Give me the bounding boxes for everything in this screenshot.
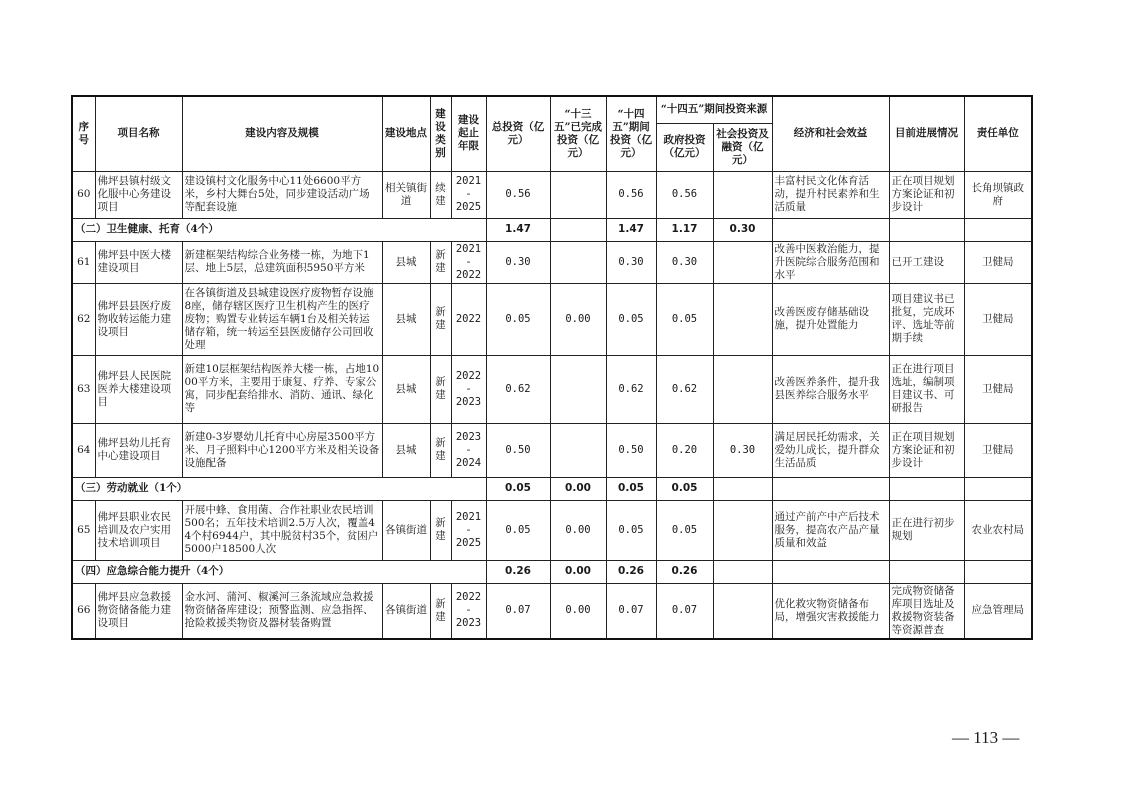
cell-social <box>713 477 772 500</box>
cell-social <box>713 355 772 423</box>
cell-progress: 已开工建设 <box>889 241 964 283</box>
cell-plan145: 0.50 <box>606 423 656 477</box>
cell-unit: 农业农村局 <box>964 500 1032 560</box>
cell-years <box>451 171 486 218</box>
cell-seq: 64 <box>72 423 95 477</box>
cell-total: 0.05 <box>486 477 550 500</box>
year-start: 2022- <box>455 369 482 395</box>
cell-gov: 0.07 <box>656 583 713 639</box>
cell-social <box>713 171 772 218</box>
cell-name: 佛坪县职业农民培训及农户实用技术培训项目 <box>95 500 182 560</box>
cell-gov: 0.05 <box>656 500 713 560</box>
cell-content: 建设镇村文化服务中心11处6600平方米，乡村大舞台5处，同步建设活动广场等配套设施 <box>182 171 382 218</box>
section-row <box>72 560 1032 583</box>
cell-social <box>713 241 772 283</box>
cell-plan145: 1.47 <box>606 218 656 241</box>
cell-unit: 卫健局 <box>964 355 1032 423</box>
cell-unit: 卫健局 <box>964 423 1032 477</box>
cell-total: 0.05 <box>486 283 550 355</box>
header-plan145: “十四五”期间投资（亿元） <box>606 96 656 171</box>
cell-name: 佛坪县人民医院医养大楼建设项目 <box>95 355 182 423</box>
cell-location: 各镇街道 <box>382 500 430 560</box>
cell-content: 开展中蜂、食用菌、合作社职业农民培训500名；五年技术培训2.5万人次，覆盖44个村6944户，其中脱贫村35个，贫困户5000户18500人次 <box>182 500 382 560</box>
year-start: 2023- <box>455 430 482 456</box>
section-label: （四）应急综合能力提升（4个） <box>72 560 486 583</box>
cell-total: 0.30 <box>486 241 550 283</box>
cell-content: 金水河、蒲河、椒溪河三条流域应急救援物资储备库建设；预警监测、应急指挥、抢险救援类物资及器材装备购置 <box>182 583 382 639</box>
cell-unit: 卫健局 <box>964 283 1032 355</box>
cell-total: 0.62 <box>486 355 550 423</box>
cell-gov: 0.05 <box>656 283 713 355</box>
cell-years <box>451 241 486 283</box>
cell-done135 <box>550 355 606 423</box>
header-done135: “十三五”已完成投资（亿元） <box>550 96 606 171</box>
year-start: 2022 <box>455 312 482 325</box>
year-start: 2021- <box>455 242 482 268</box>
header-unit: 责任单位 <box>964 96 1032 171</box>
header-social: 社会投资及融资（亿元） <box>713 123 772 171</box>
cell-years <box>451 355 486 423</box>
year-end: 2024 <box>455 456 482 469</box>
header-gov: 政府投资（亿元） <box>656 123 713 171</box>
year-end: 2025 <box>455 201 482 213</box>
cell-social: 0.30 <box>713 423 772 477</box>
cell-years <box>451 283 486 355</box>
cell-gov: 0.20 <box>656 423 713 477</box>
cell-social <box>713 500 772 560</box>
cell-seq: 63 <box>72 355 95 423</box>
cell-type: 新建 <box>430 500 451 560</box>
page-number: — 113 — <box>952 728 1020 747</box>
cell-gov: 1.17 <box>656 218 713 241</box>
cell-location: 各镇街道 <box>382 583 430 639</box>
cell-benefit: 改善医废存储基础设施，提升处置能力 <box>772 283 889 355</box>
cell-type: 新建 <box>430 241 451 283</box>
cell-gov: 0.26 <box>656 560 713 583</box>
year-start: 2021- <box>455 175 482 200</box>
cell-done135: 0.00 <box>550 283 606 355</box>
section-row <box>72 477 1032 500</box>
cell-progress: 正在进行项目选址，编制项目建议书、可研报告 <box>889 355 964 423</box>
cell-content: 在各镇街道及县城建设医疗废物暂存设施8座，储存辖区医疗卫生机构产生的医疗废物；购置专业转运车辆1台及相关转运储存箱，统一转运至县医废储存公司回收处理 <box>182 283 382 355</box>
cell-done135: 0.00 <box>550 477 606 500</box>
cell-location: 县城 <box>382 241 430 283</box>
cell-plan145: 0.05 <box>606 477 656 500</box>
year-end: 2023 <box>455 617 482 630</box>
table-row <box>72 283 1032 355</box>
cell-plan145: 0.26 <box>606 560 656 583</box>
section-label: （二）卫生健康、托育（4个） <box>72 218 486 241</box>
header-type: 建设类别 <box>430 96 451 171</box>
cell-progress: 正在项目规划方案论证和初步设计 <box>889 423 964 477</box>
table-row <box>72 583 1032 639</box>
cell-done135: 0.00 <box>550 583 606 639</box>
cell-done135 <box>550 423 606 477</box>
cell-location: 县城 <box>382 423 430 477</box>
cell-gov: 0.05 <box>656 477 713 500</box>
cell-gov: 0.30 <box>656 241 713 283</box>
cell-plan145: 0.07 <box>606 583 656 639</box>
cell-done135: 0.00 <box>550 560 606 583</box>
year-start: 2021- <box>455 510 482 536</box>
cell-benefit: 优化救灾物资储备布局，增强灾害救援能力 <box>772 583 889 639</box>
cell-years <box>451 423 486 477</box>
cell-unit: 卫健局 <box>964 241 1032 283</box>
table-row <box>72 355 1032 423</box>
cell-plan145: 0.62 <box>606 355 656 423</box>
cell-social <box>713 283 772 355</box>
cell-name: 佛坪县幼儿托育中心建设项目 <box>95 423 182 477</box>
cell-seq: 65 <box>72 500 95 560</box>
cell-progress: 正在项目规划方案论证和初步设计 <box>889 171 964 218</box>
cell-content: 新建10层框架结构医养大楼一栋，占地1000平方米，主要用于康复、疗养、专家公寓，同步配套给排水、消防、通讯、绿化等 <box>182 355 382 423</box>
header-total: 总投资（亿元） <box>486 96 550 171</box>
cell-total: 0.07 <box>486 583 550 639</box>
cell-type: 新建 <box>430 355 451 423</box>
year-end: 2025 <box>455 536 482 549</box>
cell-type: 新建 <box>430 283 451 355</box>
cell-type: 续建 <box>430 171 451 218</box>
cell-type: 新建 <box>430 583 451 639</box>
cell-benefit: 丰富村民文化体育活动，提升村民素养和生活质量 <box>772 171 889 218</box>
project-table <box>71 95 1033 640</box>
table-row <box>72 171 1032 218</box>
year-end: 2022 <box>455 268 482 281</box>
cell-benefit: 改善医养条件，提升我县医养综合服务水平 <box>772 355 889 423</box>
header-location: 建设地点 <box>382 96 430 171</box>
cell-gov: 0.56 <box>656 171 713 218</box>
cell-progress: 项目建议书已批复，完成环评、选址等前期手续 <box>889 283 964 355</box>
cell-total: 1.47 <box>486 218 550 241</box>
cell-done135 <box>550 241 606 283</box>
cell-location: 县城 <box>382 355 430 423</box>
cell-name: 佛坪县应急救援物资储备能力建设项目 <box>95 583 182 639</box>
cell-total: 0.56 <box>486 171 550 218</box>
cell-total: 0.26 <box>486 560 550 583</box>
cell-benefit: 通过产前产中产后技术服务，提高农产品产量质量和效益 <box>772 500 889 560</box>
header-source-group: “十四五”期间投资来源 <box>656 96 772 123</box>
cell-social: 0.30 <box>713 218 772 241</box>
header-progress: 目前进展情况 <box>889 96 964 171</box>
cell-benefit: 满足居民托幼需求，关爱幼儿成长，提升群众生活品质 <box>772 423 889 477</box>
cell-done135 <box>550 171 606 218</box>
cell-seq: 60 <box>72 171 95 218</box>
cell-seq: 61 <box>72 241 95 283</box>
table-row <box>72 241 1032 283</box>
cell-years <box>451 500 486 560</box>
cell-progress: 完成物资储备库项目选址及救援物资装备等资源普查 <box>889 583 964 639</box>
cell-seq: 66 <box>72 583 95 639</box>
cell-benefit: 改善中医救治能力，提升医院综合服务范围和水平 <box>772 241 889 283</box>
cell-content: 新建框架结构综合业务楼一栋，为地下1层、地上5层，总建筑面积5950平方米 <box>182 241 382 283</box>
cell-unit: 应急管理局 <box>964 583 1032 639</box>
cell-social <box>713 560 772 583</box>
header-years: 建设起止年限 <box>451 96 486 171</box>
cell-social <box>713 583 772 639</box>
header-content: 建设内容及规模 <box>182 96 382 171</box>
header-seq: 序号 <box>72 96 95 171</box>
cell-gov: 0.62 <box>656 355 713 423</box>
year-end: 2023 <box>455 395 482 408</box>
section-row <box>72 218 1032 241</box>
cell-plan145: 0.05 <box>606 500 656 560</box>
header-benefit: 经济和社会效益 <box>772 96 889 171</box>
cell-content: 新建0-3岁婴幼儿托育中心房屋3500平方米、月子照料中心1200平方米及相关设备设施配备 <box>182 423 382 477</box>
year-start: 2022- <box>455 591 482 617</box>
cell-plan145: 0.56 <box>606 171 656 218</box>
table-row <box>72 500 1032 560</box>
cell-name: 佛坪县中医大楼建设项目 <box>95 241 182 283</box>
section-label: （三）劳动就业（1个） <box>72 477 486 500</box>
cell-type: 新建 <box>430 423 451 477</box>
cell-years <box>451 583 486 639</box>
cell-name: 佛坪县镇村级文化服中心务建设项目 <box>95 171 182 218</box>
cell-done135 <box>550 218 606 241</box>
cell-progress: 正在进行初步规划 <box>889 500 964 560</box>
cell-name: 佛坪县县医疗废物收转运能力建设项目 <box>95 283 182 355</box>
cell-total: 0.50 <box>486 423 550 477</box>
cell-location: 县城 <box>382 283 430 355</box>
cell-plan145: 0.30 <box>606 241 656 283</box>
cell-total: 0.05 <box>486 500 550 560</box>
cell-done135: 0.00 <box>550 500 606 560</box>
header-name: 项目名称 <box>95 96 182 171</box>
cell-seq: 62 <box>72 283 95 355</box>
cell-location: 相关镇街道 <box>382 171 430 218</box>
cell-unit: 长角坝镇政府 <box>964 171 1032 218</box>
cell-plan145: 0.05 <box>606 283 656 355</box>
table-row <box>72 423 1032 477</box>
